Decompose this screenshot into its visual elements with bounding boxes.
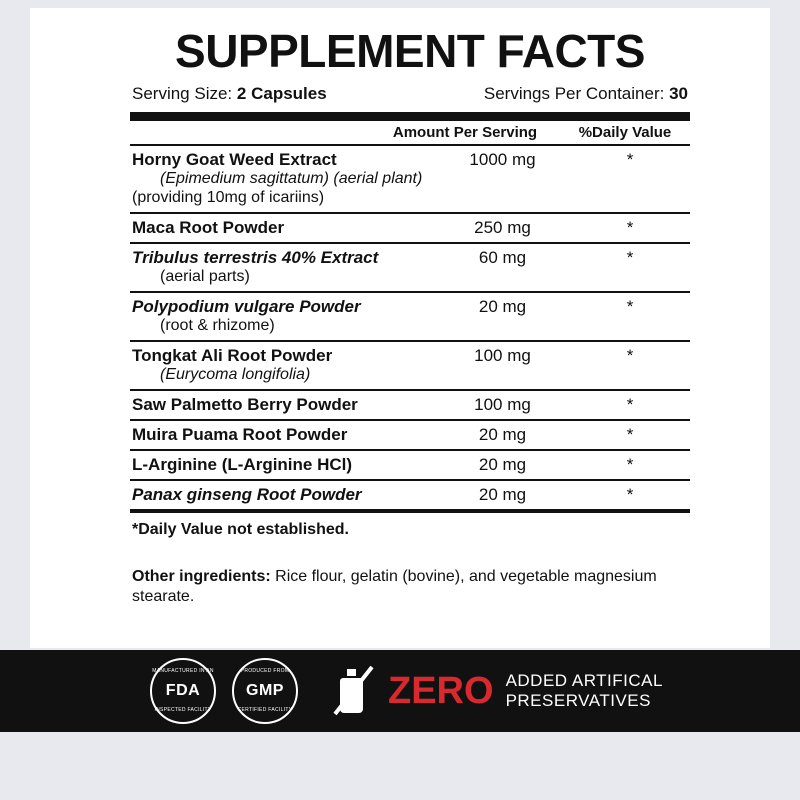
ingredient-name-text: Panax ginseng Root Powder xyxy=(132,484,362,504)
no-preservatives-icon xyxy=(332,665,378,717)
serving-info-row xyxy=(130,80,690,110)
badge-group xyxy=(150,658,663,724)
ingredient-daily-value: * xyxy=(626,150,634,169)
fda-seal-label: FDA xyxy=(165,682,201,699)
ingredient-name xyxy=(130,395,435,415)
ingredient-daily-value: * xyxy=(626,484,634,504)
ingredient-name-text: Maca Root Powder xyxy=(132,217,285,237)
table-row xyxy=(130,481,690,509)
fda-seal-arc-bottom: INSPECTED FACILITY xyxy=(154,707,212,713)
fda-seal-icon xyxy=(150,658,216,724)
gmp-seal-arc-bottom: CERTIFIED FACILITY xyxy=(237,707,293,713)
daily-value-note: *Daily Value not established. xyxy=(132,520,349,538)
ingredient-name xyxy=(130,297,435,336)
ingredient-name-text: Horny Goat Weed Extract xyxy=(132,150,337,169)
servings-per-container-value: 30 xyxy=(669,84,688,103)
table-row xyxy=(130,342,690,389)
fda-seal-arc-top: MANUFACTURED IN AN xyxy=(152,668,214,674)
serving-size-label: Serving Size: xyxy=(132,84,233,103)
column-header-daily-value: %Daily Value xyxy=(578,124,672,141)
ingredient-amount: 60 mg xyxy=(478,247,527,267)
ingredient-amount: 20 mg xyxy=(478,424,527,444)
ingredient-daily-value: * xyxy=(626,424,634,444)
ingredient-daily-value: * xyxy=(626,394,634,414)
ingredient-subtext-1: (aerial parts) xyxy=(160,267,250,285)
ingredient-amount: 250 mg xyxy=(474,217,531,237)
ingredient-name xyxy=(130,346,435,385)
ingredient-amount: 20 mg xyxy=(478,296,527,316)
ingredient-daily-value: * xyxy=(626,345,634,365)
ingredient-name-text: L-Arginine (L-Arginine HCl) xyxy=(132,454,353,474)
zero-description xyxy=(506,671,663,710)
ingredient-amount: 1000 mg xyxy=(469,150,536,169)
column-headers xyxy=(130,121,690,144)
ingredient-name-text: Polypodium vulgare Powder xyxy=(132,296,361,316)
gmp-seal-icon xyxy=(232,658,298,724)
serving-size-value: 2 Capsules xyxy=(236,84,327,103)
ingredient-name-text: Saw Palmetto Berry Powder xyxy=(132,394,358,414)
certification-bar xyxy=(0,650,800,732)
zero-description-line-2: PRESERVATIVES xyxy=(505,691,651,710)
other-ingredients-label: Other ingredients: xyxy=(132,567,271,585)
gmp-seal-arc-top: PRODUCED FROM xyxy=(240,668,290,674)
servings-per-container-label: Servings Per Container: xyxy=(483,84,665,103)
ingredient-daily-value: * xyxy=(626,217,634,237)
ingredient-name xyxy=(130,485,435,505)
facts-panel xyxy=(30,8,770,648)
ingredient-subtext-1: (root & rhizome) xyxy=(160,316,275,334)
ingredient-amount: 20 mg xyxy=(478,484,527,504)
ingredient-name-text: Muira Puama Root Powder xyxy=(132,424,348,444)
ingredient-name xyxy=(130,248,435,287)
serving-size xyxy=(132,84,327,104)
ingredient-subtext-1: (Eurycoma longifolia) xyxy=(160,365,311,383)
page-title: SUPPLEMENT FACTS xyxy=(175,25,645,77)
ingredient-name xyxy=(130,150,435,208)
table-row xyxy=(130,451,690,479)
table-row xyxy=(130,421,690,449)
table-row xyxy=(130,391,690,419)
servings-per-container xyxy=(484,84,688,104)
other-ingredients xyxy=(130,539,677,607)
top-thick-rule xyxy=(130,112,690,121)
table-row xyxy=(130,146,690,212)
zero-label: ZERO xyxy=(388,670,494,712)
table-row xyxy=(130,214,690,242)
ingredient-name xyxy=(130,455,435,475)
ingredient-amount: 100 mg xyxy=(474,394,531,414)
ingredient-subtext-1: (Epimedium sagittatum) (aerial plant) xyxy=(160,170,423,188)
ingredient-daily-value: * xyxy=(626,247,634,267)
ingredient-daily-value: * xyxy=(626,296,634,316)
zero-preservatives-group xyxy=(332,665,663,717)
ingredient-daily-value: * xyxy=(626,454,634,474)
ingredient-name xyxy=(130,425,435,445)
zero-description-line-1: ADDED ARTIFICAL xyxy=(505,671,663,691)
ingredient-amount: 20 mg xyxy=(478,454,527,474)
gmp-seal-label: GMP xyxy=(246,682,284,699)
other-ingredients-text: Rice flour, gelatin (bovine), and vegetable magnesium stearate. xyxy=(132,567,657,605)
ingredient-name xyxy=(130,218,435,238)
table-row xyxy=(130,244,690,291)
facts-content xyxy=(130,25,690,607)
ingredient-amount: 100 mg xyxy=(474,345,531,365)
no-preservatives-svg xyxy=(332,665,378,717)
ingredient-name-text: Tribulus terrestris 40% Extract xyxy=(132,247,379,267)
ingredient-subtext-2: (providing 10mg of icariins) xyxy=(132,188,325,206)
ingredient-name-text: Tongkat Ali Root Powder xyxy=(132,345,333,365)
column-header-amount: Amount Per Serving xyxy=(392,124,538,141)
table-row xyxy=(130,293,690,340)
